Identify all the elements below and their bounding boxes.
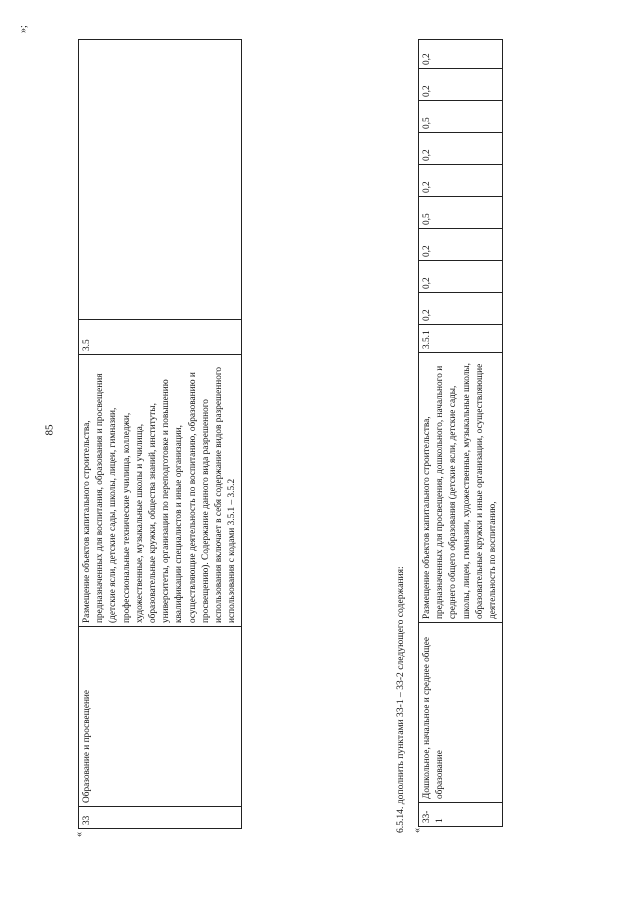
open-quote-1: « <box>74 832 85 837</box>
value-cell: 0,2 <box>419 69 503 101</box>
row-description: Размещение объектов капитального строительства, предназначенных для просвещения, дошкольного, начального и среднего общего образования (детские ясли, детские сады, школы, лицеи, гимназии, художественные, музыкальные школы, образовательные кружки и иные организации, осуществляющие деятельность по воспитанию, <box>419 353 503 623</box>
table-first <box>78 39 242 829</box>
section-heading: 6.5.14. дополнить пунктами 33-1 – 33-2 следующего содержания: <box>395 566 406 833</box>
table-row <box>79 40 242 829</box>
value-cell: 0,2 <box>419 261 503 293</box>
value-cell: 0,2 <box>419 133 503 165</box>
value-cell: 0,5 <box>419 101 503 133</box>
open-quote-2: « <box>412 828 423 833</box>
table-row <box>419 40 503 827</box>
value-cell: 0,2 <box>419 40 503 69</box>
row-description: Размещение объектов капитального строительства, предназначенных для воспитания, образования и просвещения (детские ясли, детские сады, школы, лицеи, гимназии, профессиональные технические училища, колледжи, художественные, музыкальные школы и училища, образовательные кружки, общества знаний, институты, университеты, организации по переподготовке и повышению квалификации специалистов и иные организации, осуществляющие деятельность по воспитанию, образованию и просвещению). Содержание данного вида разрешенного использования включает в себя содержание видов разрешенного использования с кодами 3.5.1 – 3.5.2 <box>79 355 242 627</box>
page-number: 85 <box>43 424 56 436</box>
row-code: 3.5 <box>79 320 242 355</box>
row-name: Образование и просвещение <box>79 627 242 807</box>
value-cell: 0,2 <box>419 229 503 261</box>
row-empty <box>79 40 242 320</box>
table-second <box>418 39 503 827</box>
value-cell: 0,2 <box>419 165 503 197</box>
row-number: 33 <box>79 807 242 829</box>
row-code: 3.5.1 <box>419 325 503 353</box>
row-name: Дошкольное, начальное и среднее общее образование <box>419 623 503 803</box>
value-cell: 0,2 <box>419 293 503 325</box>
close-quote: »; <box>18 25 29 33</box>
row-number: 33-1 <box>419 803 503 827</box>
value-cell: 0,5 <box>419 197 503 229</box>
